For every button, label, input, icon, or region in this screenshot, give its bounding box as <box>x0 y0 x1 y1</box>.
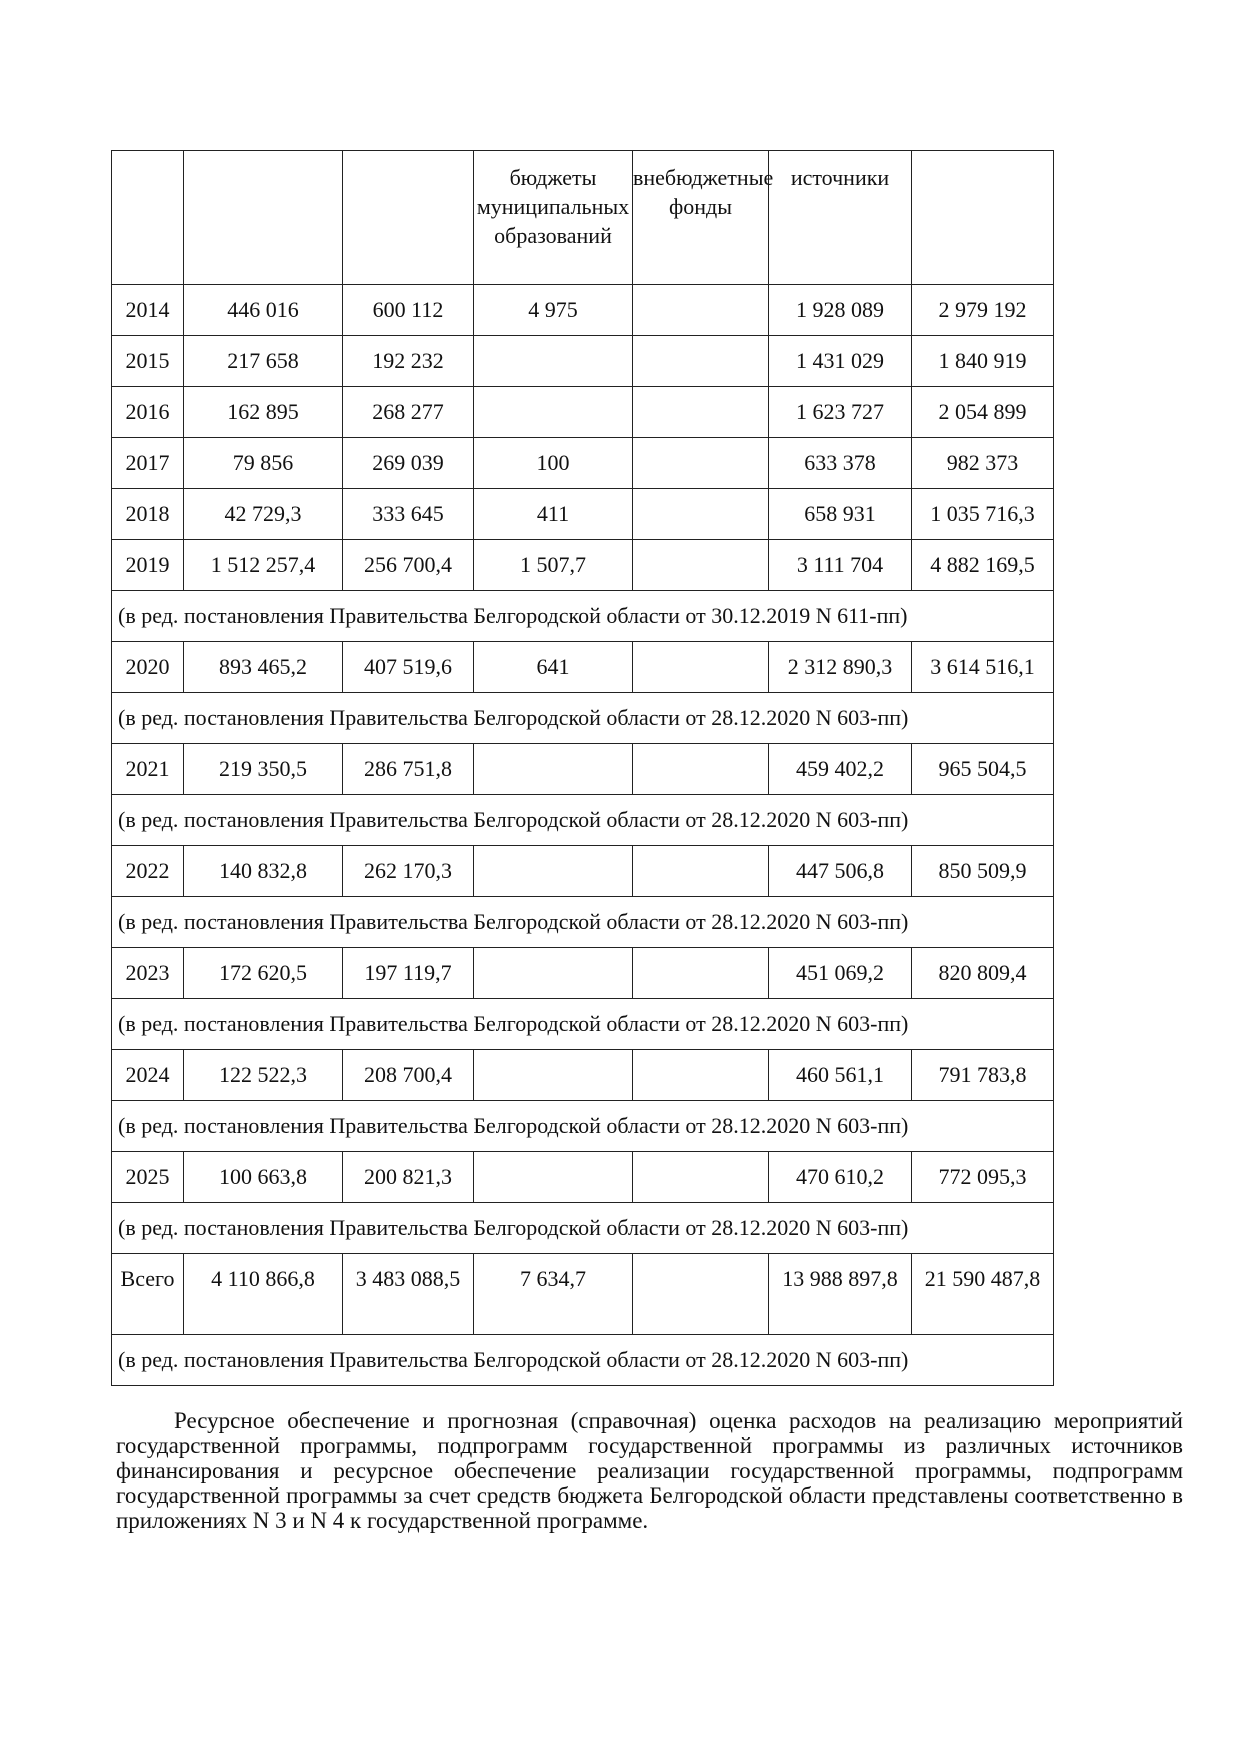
value-cell <box>474 387 633 438</box>
value-cell: 42 729,3 <box>184 489 343 540</box>
value-cell: 1 840 919 <box>912 336 1054 387</box>
value-cell: 470 610,2 <box>769 1152 912 1203</box>
amendment-note-row <box>112 999 1054 1050</box>
value-cell: 1 928 089 <box>769 285 912 336</box>
table-row <box>112 540 1054 591</box>
amendment-note: (в ред. постановления Правительства Белгородской области от 28.12.2020 N 603-пп) <box>112 693 1054 744</box>
value-cell <box>633 1050 769 1101</box>
value-cell <box>633 285 769 336</box>
table-row <box>112 846 1054 897</box>
amendment-note-row <box>112 795 1054 846</box>
header-cell-sources: источники <box>769 151 912 285</box>
header-cell <box>343 151 474 285</box>
value-cell: 2 312 890,3 <box>769 642 912 693</box>
amendment-note-row <box>112 897 1054 948</box>
value-cell: 4 882 169,5 <box>912 540 1054 591</box>
value-cell: 447 506,8 <box>769 846 912 897</box>
table-row <box>112 744 1054 795</box>
value-cell: 1 035 716,3 <box>912 489 1054 540</box>
amendment-note: (в ред. постановления Правительства Белгородской области от 28.12.2020 N 603-пп) <box>112 999 1054 1050</box>
year-cell: 2022 <box>112 846 184 897</box>
value-cell <box>633 642 769 693</box>
value-cell: 217 658 <box>184 336 343 387</box>
amendment-note-row <box>112 591 1054 642</box>
amendment-note-row <box>112 693 1054 744</box>
value-cell: 200 821,3 <box>343 1152 474 1203</box>
value-cell: 219 350,5 <box>184 744 343 795</box>
value-cell: 197 119,7 <box>343 948 474 999</box>
value-cell: 13 988 897,8 <box>769 1254 912 1335</box>
financing-table <box>111 150 1054 1386</box>
value-cell: 459 402,2 <box>769 744 912 795</box>
table-row <box>112 642 1054 693</box>
value-cell: 140 832,8 <box>184 846 343 897</box>
value-cell <box>474 336 633 387</box>
value-cell <box>633 438 769 489</box>
value-cell: 2 979 192 <box>912 285 1054 336</box>
value-cell: 7 634,7 <box>474 1254 633 1335</box>
value-cell <box>633 744 769 795</box>
value-cell: 658 931 <box>769 489 912 540</box>
value-cell: 791 783,8 <box>912 1050 1054 1101</box>
value-cell: 268 277 <box>343 387 474 438</box>
value-cell <box>474 1050 633 1101</box>
value-cell: 820 809,4 <box>912 948 1054 999</box>
value-cell: 269 039 <box>343 438 474 489</box>
value-cell: 633 378 <box>769 438 912 489</box>
year-cell: 2014 <box>112 285 184 336</box>
amendment-note: (в ред. постановления Правительства Белгородской области от 28.12.2020 N 603-пп) <box>112 897 1054 948</box>
value-cell: 1 431 029 <box>769 336 912 387</box>
value-cell: 1 507,7 <box>474 540 633 591</box>
total-row <box>112 1254 1054 1335</box>
table-row <box>112 285 1054 336</box>
value-cell <box>633 540 769 591</box>
header-row <box>112 151 1054 285</box>
year-cell: 2024 <box>112 1050 184 1101</box>
value-cell <box>474 1152 633 1203</box>
value-cell: 982 373 <box>912 438 1054 489</box>
value-cell: 460 561,1 <box>769 1050 912 1101</box>
value-cell: 100 <box>474 438 633 489</box>
value-cell: 446 016 <box>184 285 343 336</box>
value-cell: 850 509,9 <box>912 846 1054 897</box>
amendment-note: (в ред. постановления Правительства Белгородской области от 30.12.2019 N 611-пп) <box>112 591 1054 642</box>
value-cell: 172 620,5 <box>184 948 343 999</box>
value-cell <box>633 489 769 540</box>
table-row <box>112 1050 1054 1101</box>
value-cell <box>633 846 769 897</box>
value-cell: 286 751,8 <box>343 744 474 795</box>
value-cell <box>633 336 769 387</box>
value-cell: 772 095,3 <box>912 1152 1054 1203</box>
year-cell: 2025 <box>112 1152 184 1203</box>
body-paragraph: Ресурсное обеспечение и прогнозная (справочная) оценка расходов на реализацию мероприятий государственной программы, подпрограмм государственной программы из различных источников финансирования и ресурсное обеспечение реализации государственной программы, подпрограмм государственной программы за счет средств бюджета Белгородской области представлены соответственно в приложениях N 3 и N 4 к государственной программе. <box>116 1408 1183 1533</box>
financing-table-body <box>112 151 1054 1386</box>
year-cell: 2017 <box>112 438 184 489</box>
value-cell: 4 975 <box>474 285 633 336</box>
value-cell: 122 522,3 <box>184 1050 343 1101</box>
table-row <box>112 948 1054 999</box>
value-cell: 451 069,2 <box>769 948 912 999</box>
value-cell: 3 614 516,1 <box>912 642 1054 693</box>
value-cell: 162 895 <box>184 387 343 438</box>
value-cell <box>633 387 769 438</box>
value-cell: 333 645 <box>343 489 474 540</box>
value-cell: 3 483 088,5 <box>343 1254 474 1335</box>
amendment-note-row <box>112 1101 1054 1152</box>
value-cell: 641 <box>474 642 633 693</box>
year-cell: 2015 <box>112 336 184 387</box>
year-cell: 2018 <box>112 489 184 540</box>
amendment-note-row <box>112 1335 1054 1386</box>
table-row <box>112 438 1054 489</box>
value-cell: 4 110 866,8 <box>184 1254 343 1335</box>
value-cell: 100 663,8 <box>184 1152 343 1203</box>
value-cell: 965 504,5 <box>912 744 1054 795</box>
year-cell: 2023 <box>112 948 184 999</box>
value-cell: 21 590 487,8 <box>912 1254 1054 1335</box>
amendment-note: (в ред. постановления Правительства Белгородской области от 28.12.2020 N 603-пп) <box>112 1101 1054 1152</box>
value-cell <box>474 846 633 897</box>
value-cell: 208 700,4 <box>343 1050 474 1101</box>
amendment-note: (в ред. постановления Правительства Белгородской области от 28.12.2020 N 603-пп) <box>112 1335 1054 1386</box>
value-cell: 411 <box>474 489 633 540</box>
value-cell: 256 700,4 <box>343 540 474 591</box>
value-cell <box>633 1152 769 1203</box>
amendment-note-row <box>112 1203 1054 1254</box>
value-cell: 79 856 <box>184 438 343 489</box>
amendment-note: (в ред. постановления Правительства Белгородской области от 28.12.2020 N 603-пп) <box>112 1203 1054 1254</box>
value-cell <box>474 744 633 795</box>
table-row <box>112 387 1054 438</box>
header-cell <box>112 151 184 285</box>
year-cell: 2020 <box>112 642 184 693</box>
header-cell <box>184 151 343 285</box>
value-cell: 1 623 727 <box>769 387 912 438</box>
amendment-note: (в ред. постановления Правительства Белгородской области от 28.12.2020 N 603-пп) <box>112 795 1054 846</box>
value-cell <box>633 1254 769 1335</box>
year-cell: 2019 <box>112 540 184 591</box>
value-cell: 192 232 <box>343 336 474 387</box>
value-cell: 407 519,6 <box>343 642 474 693</box>
table-row <box>112 336 1054 387</box>
value-cell: 262 170,3 <box>343 846 474 897</box>
table-row <box>112 1152 1054 1203</box>
year-cell: 2016 <box>112 387 184 438</box>
year-cell: Всего <box>112 1254 184 1335</box>
table-row <box>112 489 1054 540</box>
header-cell-municipal-budgets: бюджеты муниципальных образований <box>474 151 633 285</box>
value-cell: 600 112 <box>343 285 474 336</box>
header-cell <box>912 151 1054 285</box>
value-cell <box>474 948 633 999</box>
value-cell: 3 111 704 <box>769 540 912 591</box>
year-cell: 2021 <box>112 744 184 795</box>
value-cell <box>633 948 769 999</box>
value-cell: 893 465,2 <box>184 642 343 693</box>
value-cell: 2 054 899 <box>912 387 1054 438</box>
value-cell: 1 512 257,4 <box>184 540 343 591</box>
header-cell-extrabudgetary-funds: внебюджетные фонды <box>633 151 769 285</box>
